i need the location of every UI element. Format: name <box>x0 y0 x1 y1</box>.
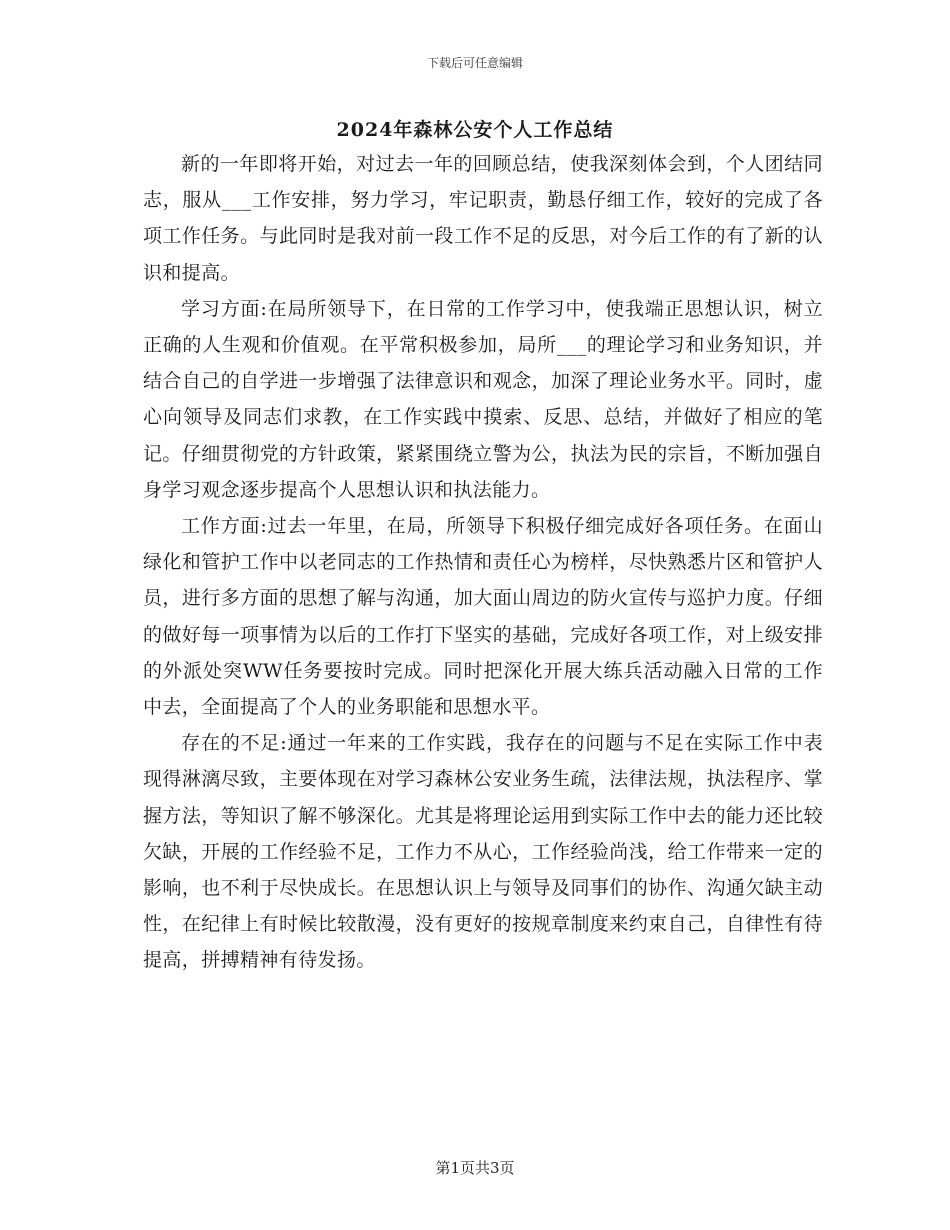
paragraph-study: 学习方面:在局所领导下，在日常的工作学习中，使我端正思想认识，树立正确的人生观和价值观。在平常积极参加，局所___的理论学习和业务知识，并结合自己的自学进一步增强了法律意识和观念，加深了理论业务水平。同时，虚心向领导及同志们求教，在工作实践中摸索、反思、总结，并做好了相应的笔记。仔细贯彻党的方针政策，紧紧围绕立警为公，执法为民的宗旨，不断加强自身学习观念逐步提高个人思想认识和执法能力。 <box>143 297 823 501</box>
header-note: 下载后可任意编辑 <box>426 56 523 70</box>
paragraph-intro: 新的一年即将开始，对过去一年的回顾总结，使我深刻体会到，个人团结同志，服从___工作安排，努力学习，牢记职责，勤恳仔细工作，较好的完成了各项工作任务。与此同时是我对前一段工作不足的反思，对今后工作的有了新的认识和提高。 <box>143 153 823 284</box>
document-title: 2024年森林公安个人工作总结 <box>336 119 614 141</box>
page-number: 第1页共3页 <box>435 1159 515 1177</box>
document-body <box>143 146 823 979</box>
paragraph-work: 工作方面:过去一年里，在局，所领导下积极仔细完成好各项任务。在面山绿化和管护工作中以老同志的工作热情和责任心为榜样，尽快熟悉片区和管护人员，进行多方面的思想了解与沟通，加大面山周边的防火宣传与巡护力度。仔细的做好每一项事情为以后的工作打下坚实的基础，完成好各项工作，对上级安排的外派处突WW任务要按时完成。同时把深化开展大练兵活动融入日常的工作中去，全面提高了个人的业务职能和思想水平。 <box>143 515 823 719</box>
paragraph-shortcomings: 存在的不足:通过一年来的工作实践，我存在的问题与不足在实际工作中表现得淋漓尽致，主要体现在对学习森林公安业务生疏，法律法规，执法程序、掌握方法，等知识了解不够深化。尤其是将理论运用到实际工作中去的能力还比较欠缺，开展的工作经验不足，工作力不从心，工作经验尚浅，给工作带来一定的影响，也不利于尽快成长。在思想认识上与领导及同事们的协作、沟通欠缺主动性，在纪律上有时候比较散漫，没有更好的按规章制度来约束自己，自律性有待提高，拼搏精神有待发扬。 <box>143 732 823 972</box>
